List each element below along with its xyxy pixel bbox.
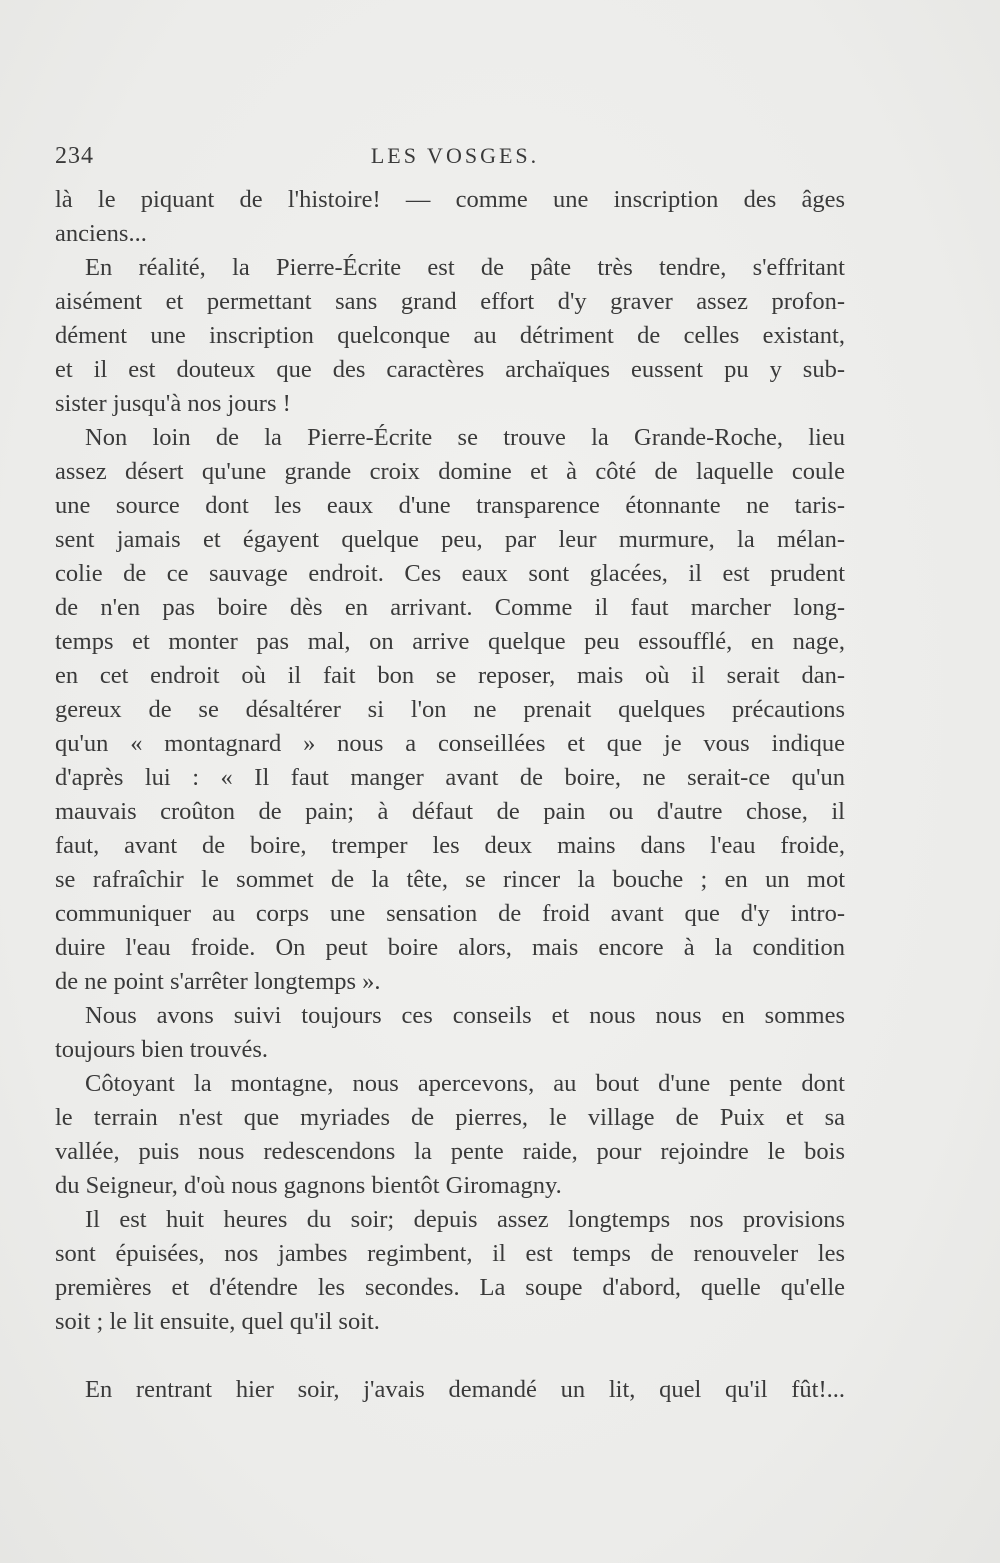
text-line: sont épuisées, nos jambes regimbent, il est temps de renouveler les [55, 1240, 845, 1267]
text-line: temps et monter pas mal, on arrive quelque peu essoufflé, en nage, [55, 628, 845, 655]
paragraph-gap [55, 1339, 845, 1373]
body-text [55, 183, 845, 1407]
text-line: qu'un « montagnard » nous a conseillées et que je vous indique [55, 730, 845, 757]
text-line: assez désert qu'une grande croix domine et à côté de laquelle coule [55, 458, 845, 485]
text-line: mauvais croûton de pain; à défaut de pain ou d'autre chose, il [55, 798, 845, 825]
text-line: gereux de se désaltérer si l'on ne prenait quelques précautions [55, 696, 845, 723]
text-line: sister jusqu'à nos jours ! [55, 390, 291, 417]
text-line: communiquer au corps une sensation de froid avant que d'y intro- [55, 900, 845, 927]
text-line: En réalité, la Pierre-Écrite est de pâte très tendre, s'effritant [85, 254, 845, 281]
text-line: d'après lui : « Il faut manger avant de boire, ne serait-ce qu'un [55, 764, 845, 791]
text-line: anciens... [55, 220, 147, 247]
text-line: faut, avant de boire, tremper les deux mains dans l'eau froide, [55, 832, 845, 859]
text-line: en cet endroit où il fait bon se reposer, mais où il serait dan- [55, 662, 845, 689]
page-number: 234 [55, 143, 94, 169]
text-line: Non loin de la Pierre-Écrite se trouve la Grande-Roche, lieu [85, 424, 845, 451]
text-line: de n'en pas boire dès en arrivant. Comme il faut marcher long- [55, 594, 845, 621]
text-line: toujours bien trouvés. [55, 1036, 268, 1063]
text-line: Il est huit heures du soir; depuis assez longtemps nos provisions [85, 1206, 845, 1233]
text-line: premières et d'étendre les secondes. La soupe d'abord, quelle qu'elle [55, 1274, 845, 1301]
text-line: du Seigneur, d'où nous gagnons bientôt Giromagny. [55, 1172, 562, 1199]
text-line: Nous avons suivi toujours ces conseils et nous nous en sommes [85, 1002, 845, 1029]
text-line: sent jamais et égayent quelque peu, par leur murmure, la mélan- [55, 526, 845, 553]
text-line: duire l'eau froide. On peut boire alors, mais encore à la condition [55, 934, 845, 961]
text-line: soit ; le lit ensuite, quel qu'il soit. [55, 1308, 380, 1335]
text-line: de ne point s'arrêter longtemps ». [55, 968, 381, 995]
text-line: là le piquant de l'histoire! — comme une inscription des âges [55, 186, 845, 213]
text-line: Côtoyant la montagne, nous apercevons, au bout d'une pente dont [85, 1070, 845, 1097]
running-head [55, 143, 845, 173]
text-line: aisément et permettant sans grand effort d'y graver assez profon- [55, 288, 845, 315]
text-line: dément une inscription quelconque au détriment de celles existant, [55, 322, 845, 349]
text-line: colie de ce sauvage endroit. Ces eaux sont glacées, il est prudent [55, 560, 845, 587]
text-line: le terrain n'est que myriades de pierres, le village de Puix et sa [55, 1104, 845, 1131]
text-line: et il est douteux que des caractères archaïques eussent pu y sub- [55, 356, 845, 383]
text-line: se rafraîchir le sommet de la tête, se rincer la bouche ; en un mot [55, 866, 845, 893]
text-line: En rentrant hier soir, j'avais demandé un lit, quel qu'il fût!... [85, 1376, 845, 1403]
text-line: vallée, puis nous redescendons la pente raide, pour rejoindre le bois [55, 1138, 845, 1165]
running-title: LES VOSGES. [370, 143, 540, 168]
text-line: une source dont les eaux d'une transparence étonnante ne taris- [55, 492, 845, 519]
